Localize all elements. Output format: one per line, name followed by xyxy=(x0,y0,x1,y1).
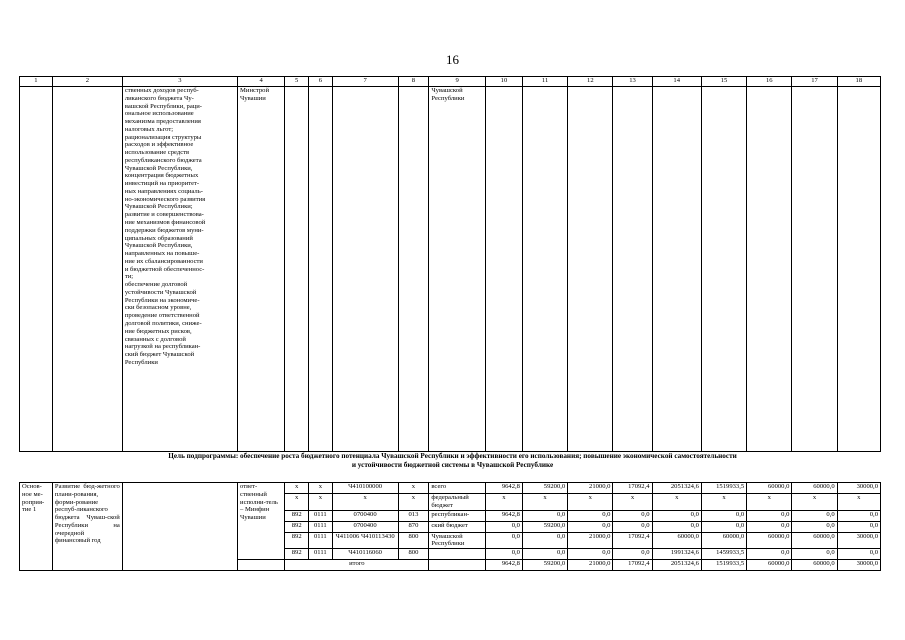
value-cell-2019: 17092,4 xyxy=(613,532,652,549)
value-cell-2018: 21000,0 xyxy=(568,532,613,549)
description-line: и бюджетной обеспеченнос- xyxy=(124,265,205,273)
total-blank-cell xyxy=(238,560,285,571)
description-line: но-экономического развития xyxy=(124,195,206,203)
grbs-cell: х xyxy=(285,494,309,511)
grbs-cell: 892 xyxy=(285,532,309,549)
section-cell: 0111 xyxy=(309,510,333,521)
description-line: Чувашской Республики, xyxy=(124,164,193,172)
cell-col5 xyxy=(285,87,309,452)
cell-col2 xyxy=(52,87,122,452)
target-article-cell: Ч411006 Ч410113430 xyxy=(332,532,398,549)
total-value-2022: 60000,0 xyxy=(747,560,792,571)
value-cell-2022: х xyxy=(747,494,792,511)
cell-col15 xyxy=(701,87,746,452)
target-article-cell: Ч410100000 xyxy=(332,483,398,494)
cell-col7 xyxy=(332,87,398,452)
expense-type-cell: х xyxy=(398,494,429,511)
total-value-2018: 21000,0 xyxy=(568,560,613,571)
value-cell-2020: 60000,0 xyxy=(652,532,701,549)
grbs-cell: 892 xyxy=(285,521,309,532)
subprogram-goal xyxy=(60,452,845,471)
description-line: Республики xyxy=(124,358,158,366)
column-number-17: 17 xyxy=(792,77,837,87)
task-cell xyxy=(122,483,237,571)
expense-type-cell: 013 xyxy=(398,510,429,521)
column-number-3: 3 xyxy=(122,77,237,87)
target-article-cell: х xyxy=(332,494,398,511)
column-number-6: 6 xyxy=(309,77,333,87)
value-cell-2018: 0,0 xyxy=(568,549,613,560)
description-line: ти; xyxy=(124,273,134,281)
total-value-2020: 2051324,6 xyxy=(652,560,701,571)
page-number: 16 xyxy=(446,52,459,67)
description-line: поддержки бюджетов муни- xyxy=(124,226,204,234)
column-number-12: 12 xyxy=(568,77,613,87)
value-cell-2021: 60000,0 xyxy=(701,532,746,549)
column-number-8: 8 xyxy=(398,77,429,87)
total-label: итого xyxy=(285,560,429,571)
description-line: развитие и совершенствова- xyxy=(124,211,204,219)
description-line: Чувашской Республики, xyxy=(124,242,193,250)
description-line: ственных доходов респуб- xyxy=(124,87,199,94)
grbs-cell: 892 xyxy=(285,549,309,560)
description-line: связанных с долговой xyxy=(124,335,186,343)
value-cell-2016: х xyxy=(485,494,522,511)
value-cell-2018: 21000,0 xyxy=(568,483,613,494)
value-cell-2020: 0,0 xyxy=(652,521,701,532)
executor-cell: Минстрой Чувашии xyxy=(238,87,285,452)
total-value-2016: 9642,8 xyxy=(485,560,522,571)
value-cell-2021: 0,0 xyxy=(701,510,746,521)
description-line: инвестиций на приоритет- xyxy=(124,180,200,188)
column-number-row xyxy=(20,77,881,87)
value-cell-2021: х xyxy=(701,494,746,511)
column-number-14: 14 xyxy=(652,77,701,87)
total-value-2024: 30000,0 xyxy=(837,560,880,571)
funding-source-cell xyxy=(429,549,486,560)
section-cell: х xyxy=(309,483,333,494)
section-cell: 0111 xyxy=(309,521,333,532)
description-line: направленных на повыше- xyxy=(124,250,200,258)
value-cell-2020: 2051324,6 xyxy=(652,483,701,494)
cell-col10 xyxy=(485,87,522,452)
column-number-11: 11 xyxy=(522,77,567,87)
description-line: Республики на экономиче- xyxy=(124,296,200,304)
value-cell-2020: 1991324,6 xyxy=(652,549,701,560)
value-cell-2022: 60000,0 xyxy=(747,483,792,494)
value-cell-2019: 0,0 xyxy=(613,521,652,532)
section-cell: 0111 xyxy=(309,532,333,549)
value-cell-2017: 0,0 xyxy=(522,532,567,549)
column-number-2: 2 xyxy=(52,77,122,87)
value-cell-2017: 0,0 xyxy=(522,510,567,521)
description-line: ональное использование xyxy=(124,110,194,118)
funding-source-cell: всего xyxy=(429,483,486,494)
cell-col1 xyxy=(20,87,53,452)
expense-type-cell: х xyxy=(398,483,429,494)
description-line: Чувашской Республики; xyxy=(124,203,193,211)
table-row xyxy=(20,483,881,494)
value-cell-2022: 0,0 xyxy=(747,549,792,560)
goal-line-1: Цель подпрограммы: обеспечение роста бюджетного потенциала Чувашской Республики и эффективности его использования; повышение экономической самостоятельности xyxy=(168,452,737,460)
value-cell-2016: 0,0 xyxy=(485,549,522,560)
cell-col17 xyxy=(792,87,837,452)
column-number-10: 10 xyxy=(485,77,522,87)
description-line: налоговых льгот; xyxy=(124,125,174,133)
grbs-cell: х xyxy=(285,483,309,494)
column-number-15: 15 xyxy=(701,77,746,87)
section-cell: х xyxy=(309,494,333,511)
value-cell-2017: 0,0 xyxy=(522,549,567,560)
total-value-2019: 17092,4 xyxy=(613,560,652,571)
goal-line-2: и устойчивости бюджетной системы в Чувашской Республике xyxy=(351,461,554,470)
cell-col13 xyxy=(613,87,652,452)
description-line: нагрузкой на республикан- xyxy=(124,343,201,351)
value-cell-2021: 0,0 xyxy=(701,521,746,532)
value-cell-2017: 59200,0 xyxy=(522,483,567,494)
value-cell-2018: 0,0 xyxy=(568,510,613,521)
value-cell-2022: 60000,0 xyxy=(747,532,792,549)
description-line: обеспечение долговой xyxy=(124,281,188,289)
description-line: проведение ответственной xyxy=(124,312,200,320)
grbs-cell: 892 xyxy=(285,510,309,521)
value-cell-2023: 0,0 xyxy=(792,549,837,560)
description-line: ние их сбалансированности xyxy=(124,257,203,265)
description-line: ски безопасном уровне, xyxy=(124,304,192,312)
value-cell-2016: 0,0 xyxy=(485,532,522,549)
cell-col12 xyxy=(568,87,613,452)
value-cell-2024: 30000,0 xyxy=(837,532,880,549)
task-description xyxy=(122,87,237,452)
target-article-cell: 0700400 xyxy=(332,510,398,521)
value-cell-2022: 0,0 xyxy=(747,510,792,521)
value-cell-2017: х xyxy=(522,494,567,511)
value-cell-2021: 1519933,5 xyxy=(701,483,746,494)
event-number-cell: Основ-ное ме-роприя-тие 1 xyxy=(20,483,53,571)
cell-col18 xyxy=(837,87,880,452)
value-cell-2024: х xyxy=(837,494,880,511)
description-line: механизма предоставления xyxy=(124,118,201,126)
cell-col6 xyxy=(309,87,333,452)
total-value-2021: 1519933,5 xyxy=(701,560,746,571)
value-cell-2020: х xyxy=(652,494,701,511)
value-cell-2024: 30000,0 xyxy=(837,483,880,494)
expense-type-cell: 870 xyxy=(398,521,429,532)
total-blank-source xyxy=(429,560,486,571)
column-number-4: 4 xyxy=(238,77,285,87)
main-event-table xyxy=(19,482,881,571)
funding-source-cell: федеральный бюджет xyxy=(429,494,486,511)
event-name-cell: Развитие бюд-жетного плани-рования, форми-рование респуб-ликанского бюджета Чуваш-ской Республики на очередной финансовый год xyxy=(52,483,122,571)
column-number-18: 18 xyxy=(837,77,880,87)
total-value-2023: 60000,0 xyxy=(792,560,837,571)
description-line: концентрация бюджетных xyxy=(124,172,199,180)
column-number-1: 1 xyxy=(20,77,53,87)
value-cell-2018: х xyxy=(568,494,613,511)
funding-source-cell: республикан- xyxy=(429,510,486,521)
expense-type-cell: 800 xyxy=(398,532,429,549)
description-line: использование средств xyxy=(124,149,190,157)
cell-col16 xyxy=(747,87,792,452)
cell-col8 xyxy=(398,87,429,452)
description-line: ципальных образований xyxy=(124,234,193,242)
funding-source-cell: Чувашской Республики xyxy=(429,532,486,549)
value-cell-2019: 17092,4 xyxy=(613,483,652,494)
value-cell-2019: 0,0 xyxy=(613,549,652,560)
column-number-13: 13 xyxy=(613,77,652,87)
value-cell-2019: х xyxy=(613,494,652,511)
value-cell-2023: х xyxy=(792,494,837,511)
continuation-row xyxy=(20,87,881,452)
description-line: ние механизмов финансовой xyxy=(124,219,206,227)
cell-col11 xyxy=(522,87,567,452)
description-line: долговой политики, сниже- xyxy=(124,319,202,327)
description-line: республиканского бюджета xyxy=(124,156,202,164)
description-line: рационализация структуры xyxy=(124,133,202,141)
executor-cell: ответ-ственный исполни-тель – Минфин Чувашии xyxy=(238,483,285,560)
column-number-16: 16 xyxy=(747,77,792,87)
description-line: расходов и эффективное xyxy=(124,141,194,149)
funding-source-cell: ский бюджет xyxy=(429,521,486,532)
value-cell-2018: 0,0 xyxy=(568,521,613,532)
value-cell-2023: 0,0 xyxy=(792,510,837,521)
expense-type-cell: 800 xyxy=(398,549,429,560)
value-cell-2019: 0,0 xyxy=(613,510,652,521)
description-line: ных направлениях социаль- xyxy=(124,187,203,195)
source-cell: Чувашской Республики xyxy=(429,87,486,452)
value-cell-2017: 59200,0 xyxy=(522,521,567,532)
value-cell-2024: 0,0 xyxy=(837,549,880,560)
column-number-7: 7 xyxy=(332,77,398,87)
value-cell-2024: 0,0 xyxy=(837,521,880,532)
description-line: вашской Республики, раци- xyxy=(124,102,202,110)
column-number-9: 9 xyxy=(429,77,486,87)
target-article-cell: 0700400 xyxy=(332,521,398,532)
value-cell-2022: 0,0 xyxy=(747,521,792,532)
continuation-table xyxy=(19,76,881,452)
value-cell-2016: 9642,8 xyxy=(485,510,522,521)
value-cell-2016: 0,0 xyxy=(485,521,522,532)
cell-col14 xyxy=(652,87,701,452)
description-line: устойчивости Чувашской xyxy=(124,288,197,296)
description-line: ликанского бюджета Чу- xyxy=(124,94,194,102)
section-cell: 0111 xyxy=(309,549,333,560)
description-line: ние бюджетных рисков, xyxy=(124,327,192,335)
target-article-cell: Ч410116060 xyxy=(332,549,398,560)
total-value-2017: 59200,0 xyxy=(522,560,567,571)
value-cell-2016: 9642,8 xyxy=(485,483,522,494)
value-cell-2023: 0,0 xyxy=(792,521,837,532)
column-number-5: 5 xyxy=(285,77,309,87)
value-cell-2023: 60000,0 xyxy=(792,532,837,549)
value-cell-2021: 1459933,5 xyxy=(701,549,746,560)
value-cell-2020: 0,0 xyxy=(652,510,701,521)
description-line: ский бюджет Чувашской xyxy=(124,351,195,359)
value-cell-2024: 0,0 xyxy=(837,510,880,521)
value-cell-2023: 60000,0 xyxy=(792,483,837,494)
